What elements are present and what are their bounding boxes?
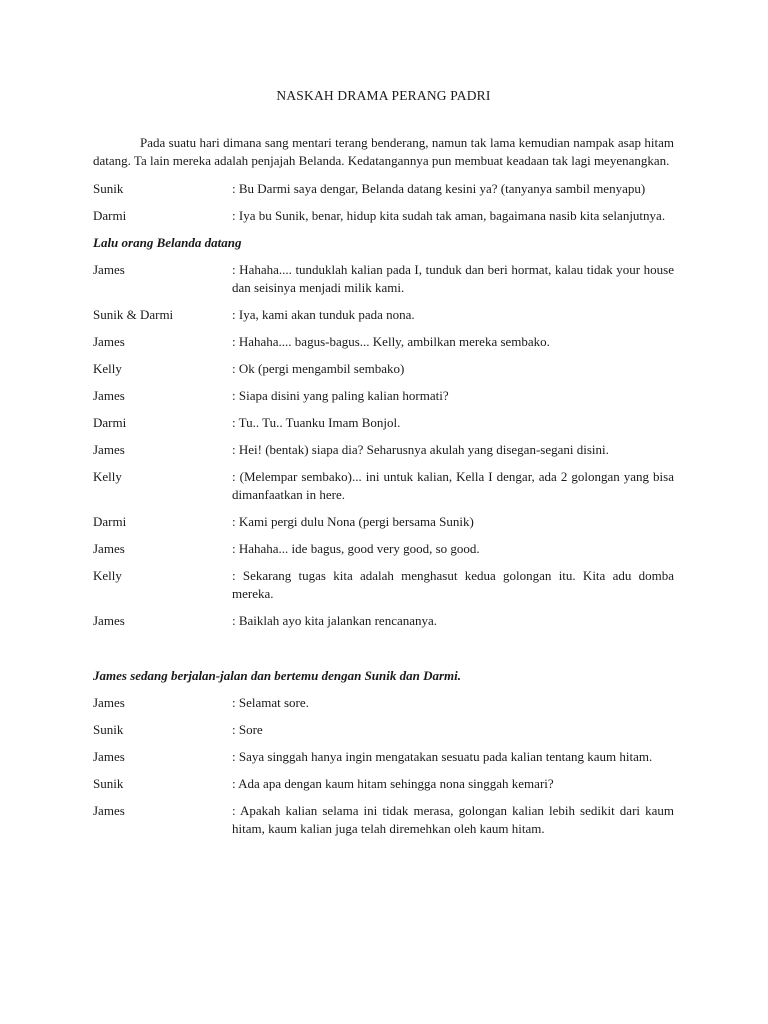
document-page	[93, 88, 674, 847]
speaker-name: James	[93, 541, 125, 556]
page-title: NASKAH DRAMA PERANG PADRI	[276, 88, 491, 103]
dialogue-line	[93, 775, 674, 793]
dialogue-text: : Iya bu Sunik, benar, hidup kita sudah tak aman, bagaimana nasib kita selanjutnya.	[232, 208, 666, 223]
dialogue-text: : Ok (pergi mengambil sembako)	[232, 361, 405, 376]
speaker-name: James	[93, 613, 125, 628]
speaker-name: James	[93, 442, 125, 457]
dialogue-line	[93, 261, 674, 297]
dialogue-text: : Sore	[232, 722, 263, 737]
dialogue-line	[93, 441, 674, 459]
dialogue-text: : Hahaha... ide bagus, good very good, so good.	[232, 541, 480, 556]
dialogue-line	[93, 802, 674, 838]
speaker-name: Darmi	[93, 208, 127, 223]
speaker-name: Kelly	[93, 568, 122, 583]
dialogue-line	[93, 207, 674, 225]
stage-direction: Lalu orang Belanda datang	[93, 235, 242, 250]
dialogue-text: : Apakah kalian selama ini tidak merasa, golongan kalian lebih sedikit dari kaum hitam, kaum kalian juga telah diremehkan oleh kaum hitam.	[232, 803, 674, 836]
dialogue-text: : Tu.. Tu.. Tuanku Imam Bonjol.	[232, 415, 401, 430]
dialogue-text: : Iya, kami akan tunduk pada nona.	[232, 307, 415, 322]
speaker-name: Kelly	[93, 361, 122, 376]
dialogue-text: : Hahaha.... tunduklah kalian pada I, tunduk dan beri hormat, kalau tidak your house dan seisinya menjadi milik kami.	[232, 262, 674, 295]
dialogue-block-1	[93, 180, 674, 225]
dialogue-text: : Bu Darmi saya dengar, Belanda datang kesini ya? (tanyanya sambil menyapu)	[232, 181, 646, 196]
speaker-name: James	[93, 803, 125, 818]
dialogue-text: : Sekarang tugas kita adalah menghasut kedua golongan itu. Kita adu domba mereka.	[232, 568, 674, 601]
dialogue-line	[93, 468, 674, 504]
dialogue-line	[93, 567, 674, 603]
dialogue-line	[93, 306, 674, 324]
dialogue-text: : Siapa disini yang paling kalian hormati?	[232, 388, 449, 403]
dialogue-block-3	[93, 694, 674, 838]
speaker-name: Sunik	[93, 776, 124, 791]
intro-paragraph: Pada suatu hari dimana sang mentari terang benderang, namun tak lama kemudian nampak asap hitam datang. Ta lain mereka adalah penjajah Belanda. Kedatangannya pun membuat keadaan tak lagi meyenangkan.	[93, 135, 674, 168]
dialogue-text: : Hahaha.... bagus-bagus... Kelly, ambilkan mereka sembako.	[232, 334, 550, 349]
speaker-name: Sunik & Darmi	[93, 307, 174, 322]
dialogue-text: : Ada apa dengan kaum hitam sehingga nona singgah kemari?	[232, 776, 554, 791]
dialogue-line	[93, 333, 674, 351]
dialogue-line	[93, 748, 674, 766]
dialogue-block-2	[93, 261, 674, 630]
dialogue-text: : Selamat sore.	[232, 695, 309, 710]
dialogue-line	[93, 180, 674, 198]
speaker-name: Sunik	[93, 181, 124, 196]
dialogue-line	[93, 694, 674, 712]
speaker-name: Kelly	[93, 469, 122, 484]
dialogue-text: : (Melempar sembako)... ini untuk kalian, Kella I dengar, ada 2 golongan yang bisa dimanfaatkan in here.	[232, 469, 674, 502]
dialogue-text: : Baiklah ayo kita jalankan rencananya.	[232, 613, 438, 628]
speaker-name: James	[93, 262, 125, 277]
speaker-name: Darmi	[93, 514, 127, 529]
dialogue-line	[93, 387, 674, 405]
stage-direction: James sedang berjalan-jalan dan bertemu dengan Sunik dan Darmi.	[93, 668, 462, 683]
dialogue-line	[93, 513, 674, 531]
dialogue-line	[93, 612, 674, 630]
speaker-name: James	[93, 749, 125, 764]
speaker-name: James	[93, 695, 125, 710]
speaker-name: James	[93, 388, 125, 403]
dialogue-text: : Saya singgah hanya ingin mengatakan sesuatu pada kalian tentang kaum hitam.	[232, 749, 653, 764]
dialogue-line	[93, 360, 674, 378]
speaker-name: Darmi	[93, 415, 127, 430]
speaker-name: James	[93, 334, 125, 349]
dialogue-text: : Kami pergi dulu Nona (pergi bersama Sunik)	[232, 514, 474, 529]
dialogue-line	[93, 721, 674, 739]
dialogue-line	[93, 540, 674, 558]
dialogue-text: : Hei! (bentak) siapa dia? Seharusnya akulah yang disegan-segani disini.	[232, 442, 609, 457]
spacer	[93, 639, 674, 667]
dialogue-line	[93, 414, 674, 432]
speaker-name: Sunik	[93, 722, 124, 737]
